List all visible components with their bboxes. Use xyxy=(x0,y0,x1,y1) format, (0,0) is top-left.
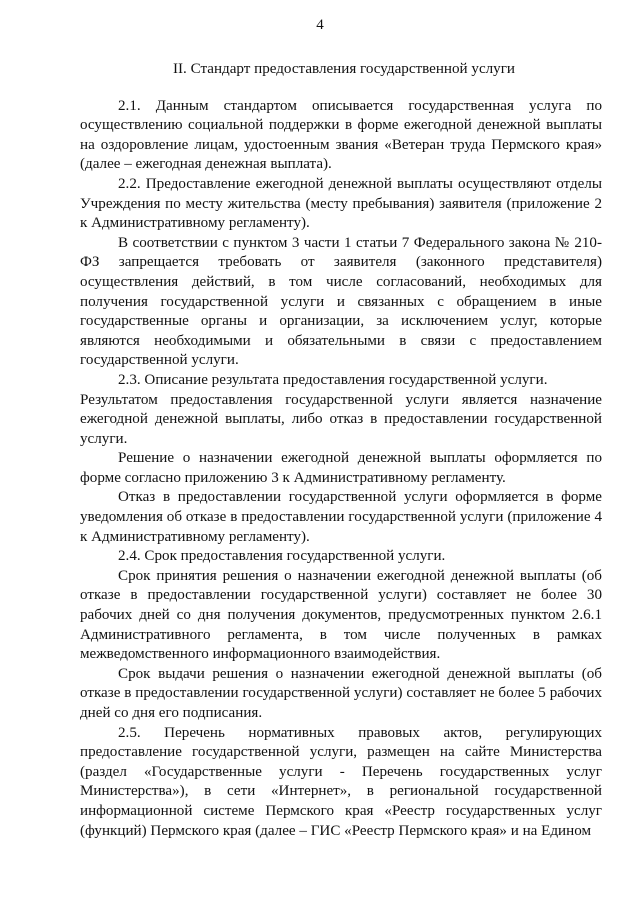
paragraph-2-5: 2.5. Перечень нормативных правовых актов, регулирующих предоставление государственной услуги, размещен на сайте Министерства (раздел «Государственные услуги - Перечень государственных услуг Министерства»), в сети «Интернет», в региональной государственной информационной системе Пермского края «Реестр государственных услуг (функций) Пермского края (далее – ГИС «Реестр Пермского края» и на Едином xyxy=(80,724,602,839)
page-number: 4 xyxy=(316,17,324,33)
paragraph-2-3: 2.3. Описание результата предоставления государственной услуги. xyxy=(118,371,548,388)
paragraph-refusal: Отказ в предоставлении государственной услуги оформляется в форме уведомления об отказе в предоставлении государственной услуги (приложение 4 к Административному регламенту). xyxy=(80,489,602,545)
paragraph-result: Результатом предоставления государственной услуги является назначение ежегодной денежной выплаты, либо отказ в предоставлении государственной услуги. xyxy=(80,391,602,447)
paragraph-decision-term: Срок принятия решения о назначении ежегодной денежной выплаты (об отказе в предоставлении государственной услуги) составляет не более 30 рабочих дней со дня получения документов, предусмотренных пунктом 2.6.1 Административного регламента, в том числе полученных в рамках межведомственного информационного взаимодействия. xyxy=(80,567,602,663)
paragraph-2-2: 2.2. Предоставление ежегодной денежной выплаты осуществляют отделы Учреждения по месту жительства (месту пребывания) заявителя (приложение 2 к Административному регламенту). xyxy=(80,175,602,232)
section-heading: II. Стандарт предоставления государственной услуги xyxy=(173,61,515,77)
paragraph-decision: Решение о назначении ежегодной денежной выплаты оформляется по форме согласно приложению 3 к Административному регламенту. xyxy=(80,450,602,486)
paragraph-210fz: В соответствии с пунктом 3 части 1 статьи 7 Федерального закона № 210-ФЗ запрещается требовать от заявителя (законного представителя) осуществления действий, в том числе согласований, необходимых для получения государственной услуги и связанных с обращением в иные государственные органы и организации, за исключением услуг, которые являются необходимыми и обязательными в связи с предоставлением государственной услуги. xyxy=(80,234,602,369)
paragraph-2-4: 2.4. Срок предоставления государственной услуги. xyxy=(118,548,446,565)
document-body xyxy=(80,60,602,841)
paragraph-issue-term: Срок выдачи решения о назначении ежегодной денежной выплаты (об отказе в предоставлении государственной услуги) составляет не более 5 рабочих дней со дня его подписания. xyxy=(80,665,602,721)
paragraph-2-1: 2.1. Данным стандартом описывается государственная услуга по осуществлению социальной поддержки в форме ежегодной денежной выплаты на оздоровление лицам, удостоенным звания «Ветеран труда Пермского края» (далее – ежегодная денежная выплата). xyxy=(80,97,602,173)
